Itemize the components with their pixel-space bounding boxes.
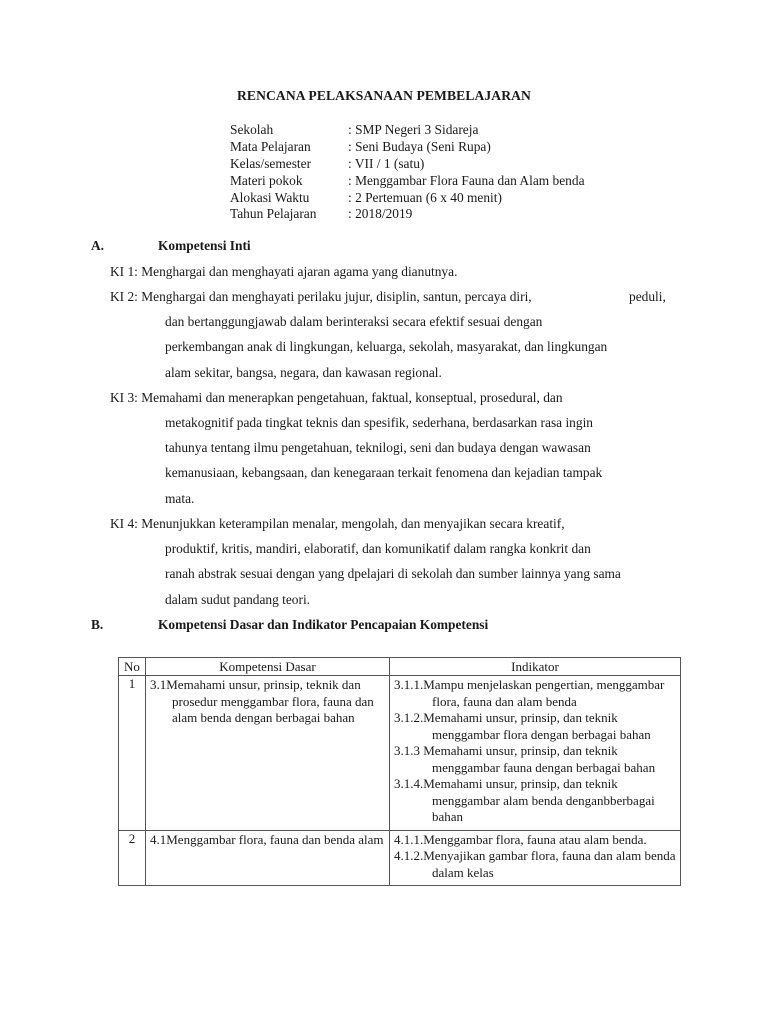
ki4-line: dalam sudut pandang teori.	[165, 592, 311, 607]
kd-text: 3.1Memahami unsur, prinsip, teknik dan prosedur menggambar flora, fauna dan alam benda dengan berbagai bahan	[150, 677, 374, 725]
indicator-item: 4.1.2.Menyajikan gambar flora, fauna dan alam benda dalam kelas	[394, 848, 676, 880]
row-number: 2	[119, 830, 146, 886]
identity-label: Materi pokok	[230, 173, 303, 188]
ki4-line: ranah abstrak sesuai dengan yang dpelajari di sekolah dan sumber lainnya yang sama	[165, 566, 621, 581]
ki2-line: peduli,	[629, 289, 666, 304]
header-kompetensi-dasar: Kompetensi Dasar	[146, 658, 390, 676]
table-row	[119, 830, 681, 886]
indicator-item: 3.1.3 Memahami unsur, prinsip, dan teknik menggambar fauna dengan berbagai bahan	[394, 743, 656, 775]
indicator-item: 3.1.1.Mampu menjelaskan pengertian, menggambar flora, fauna dan alam benda	[394, 677, 665, 709]
identity-value: : 2018/2019	[348, 206, 413, 221]
section-a-letter: A.	[91, 238, 105, 253]
kd-text: 4.1Menggambar flora, fauna dan benda alam	[150, 831, 384, 847]
ki2-line: KI 2: Menghargai dan menghayati perilaku jujur, disiplin, santun, percaya diri,	[110, 289, 532, 304]
ki2-line: perkembangan anak di lingkungan, keluarga, sekolah, masyarakat, dan lingkungan	[165, 339, 608, 354]
ki1-line: KI 1: Menghargai dan menghayati ajaran agama yang dianutnya.	[110, 264, 458, 279]
header-indikator: Indikator	[390, 658, 681, 676]
row-number: 1	[119, 676, 146, 831]
identity-value: : 2 Pertemuan (6 x 40 menit)	[348, 190, 502, 205]
section-a-title: Kompetensi Inti	[158, 238, 251, 253]
ki4-line: produktif, kritis, mandiri, elaboratif, dan komunikatif dalam rangka konkrit dan	[165, 541, 591, 556]
ki3-line: mata.	[165, 491, 195, 506]
ki3-line: KI 3: Memahami dan menerapkan pengetahuan, faktual, konseptual, prosedural, dan	[110, 390, 563, 405]
indicator-item: 3.1.4.Memahami unsur, prinsip, dan teknik menggambar alam benda denganbberbagai bahan	[394, 776, 655, 824]
ki3-line: tahunya tentang ilmu pengetahuan, teknilogi, seni dan budaya dengan wawasan	[165, 440, 591, 455]
table-header-row	[119, 658, 681, 676]
ki4-line: KI 4: Menunjukkan keterampilan menalar, mengolah, dan menyajikan secara kreatif,	[110, 516, 565, 531]
document-title: RENCANA PELAKSANAAN PEMBELAJARAN	[237, 88, 531, 103]
identity-label: Kelas/semester	[230, 156, 312, 171]
indicator-cell	[390, 676, 681, 831]
header-no: No	[119, 658, 146, 676]
identity-label: Mata Pelajaran	[230, 139, 311, 154]
kd-cell	[146, 676, 390, 831]
ki2-line: dan bertanggungjawab dalam berinteraksi secara efektif sesuai dengan	[165, 314, 543, 329]
identity-label: Tahun Pelajaran	[230, 206, 317, 221]
ki2-line: alam sekitar, bangsa, negara, dan kawasan regional.	[165, 365, 442, 380]
indicator-item: 3.1.2.Memahami unsur, prinsip, dan teknik menggambar flora dengan berbagai bahan	[394, 710, 651, 742]
identity-value: : VII / 1 (satu)	[348, 156, 425, 171]
identity-value: : Menggambar Flora Fauna dan Alam benda	[348, 173, 585, 188]
indicator-item: 4.1.1.Menggambar flora, fauna atau alam benda.	[394, 831, 647, 847]
indicator-cell	[390, 830, 681, 886]
identity-value: : SMP Negeri 3 Sidareja	[348, 122, 479, 137]
table-row	[119, 676, 681, 831]
identity-label: Alokasi Waktu	[230, 190, 310, 205]
identity-value: : Seni Budaya (Seni Rupa)	[348, 139, 491, 154]
kd-cell	[146, 830, 390, 886]
kd-indicator-table	[118, 657, 681, 886]
section-b-title: Kompetensi Dasar dan Indikator Pencapaian Kompetensi	[158, 617, 489, 632]
identity-label: Sekolah	[230, 122, 274, 137]
ki3-line: kemanusiaan, kebangsaan, dan kenegaraan terkait fenomena dan kejadian tampak	[165, 465, 603, 480]
section-b-letter: B.	[91, 617, 104, 632]
ki3-line: metakognitif pada tingkat teknis dan spesifik, sederhana, berdasarkan rasa ingin	[165, 415, 593, 430]
